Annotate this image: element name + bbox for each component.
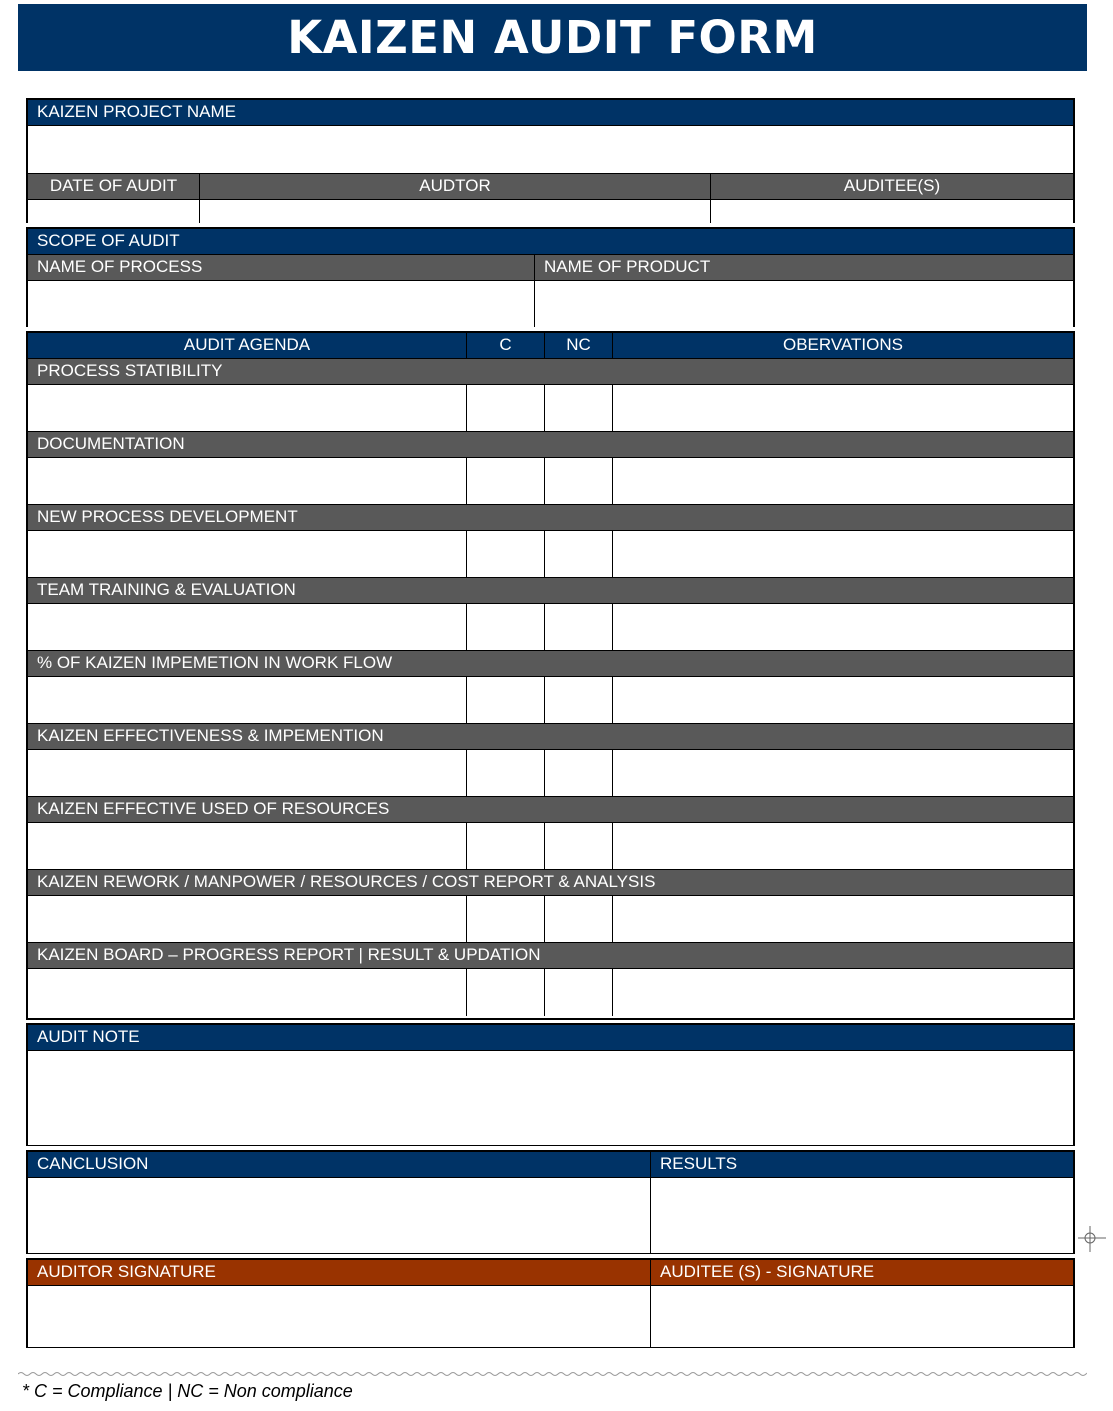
conclusion-header-row: [28, 1152, 1073, 1178]
agenda-items: [28, 359, 1073, 1016]
agenda-item-row: [28, 385, 1073, 432]
date-of-audit-field[interactable]: [28, 200, 200, 223]
agenda-item-header-row: [28, 797, 1073, 823]
observations-field[interactable]: [613, 604, 1073, 650]
non-compliance-field[interactable]: [545, 896, 613, 942]
footnote: * C = Compliance | NC = Non compliance: [22, 1381, 353, 1401]
agenda-item-header-row: [28, 578, 1073, 604]
observations-field[interactable]: [613, 823, 1073, 869]
observations-field[interactable]: [613, 969, 1073, 1016]
agenda-item-label: DOCUMENTATION: [28, 432, 1073, 457]
auditor-signature-field[interactable]: [28, 1286, 651, 1347]
scope-input-row: [28, 281, 1073, 327]
conclusion-section: [26, 1150, 1075, 1254]
auditee-label: AUDITEE(S): [711, 174, 1073, 199]
agenda-item-header-row: [28, 651, 1073, 677]
auditee-signature-field[interactable]: [651, 1286, 1073, 1347]
non-compliance-field[interactable]: [545, 750, 613, 796]
non-compliance-field[interactable]: [545, 823, 613, 869]
wavy-divider: [18, 1371, 1087, 1377]
non-compliance-field[interactable]: [545, 385, 613, 431]
agenda-item-header-row: [28, 505, 1073, 531]
agenda-item-detail-field[interactable]: [28, 604, 467, 650]
agenda-item-row: [28, 458, 1073, 505]
audit-note-field[interactable]: [28, 1051, 1073, 1145]
scope-section: [26, 227, 1075, 327]
compliance-field[interactable]: [467, 604, 545, 650]
compliance-field[interactable]: [467, 750, 545, 796]
agenda-item-header-row: [28, 870, 1073, 896]
agenda-item-detail-field[interactable]: [28, 823, 467, 869]
observations-field[interactable]: [613, 896, 1073, 942]
auditee-field[interactable]: [711, 200, 1073, 223]
observations-field[interactable]: [613, 458, 1073, 504]
agenda-item-detail-field[interactable]: [28, 385, 467, 431]
scope-of-audit-label: SCOPE OF AUDIT: [28, 229, 1073, 254]
agenda-header-row: [28, 333, 1073, 359]
agenda-item-label: KAIZEN REWORK / MANPOWER / RESOURCES / COST REPORT & ANALYSIS: [28, 870, 1073, 895]
agenda-item-detail-field[interactable]: [28, 969, 467, 1016]
agenda-item-row: [28, 677, 1073, 724]
crosshair-icon: [1078, 1224, 1106, 1252]
non-compliance-field[interactable]: [545, 677, 613, 723]
project-info-section: [26, 98, 1075, 223]
date-of-audit-label: DATE OF AUDIT: [28, 174, 200, 199]
compliance-field[interactable]: [467, 823, 545, 869]
auditor-label: AUDTOR: [200, 174, 711, 199]
compliance-field[interactable]: [467, 385, 545, 431]
conclusion-label: CANCLUSION: [28, 1152, 651, 1177]
name-of-product-field[interactable]: [535, 281, 1073, 327]
agenda-item-header-row: [28, 359, 1073, 385]
agenda-item-row: [28, 969, 1073, 1016]
project-name-field[interactable]: [28, 126, 1073, 173]
agenda-item-label: PROCESS STATIBILITY: [28, 359, 1073, 384]
agenda-item-row: [28, 531, 1073, 578]
auditee-signature-label: AUDITEE (S) - SIGNATURE: [651, 1260, 1073, 1285]
agenda-item-label: KAIZEN EFFECTIVE USED OF RESOURCES: [28, 797, 1073, 822]
compliance-field[interactable]: [467, 531, 545, 577]
project-name-row: [28, 126, 1073, 174]
signature-input-row: [28, 1286, 1073, 1347]
name-of-process-field[interactable]: [28, 281, 535, 327]
agenda-item-row: [28, 896, 1073, 943]
agenda-item-row: [28, 604, 1073, 651]
compliance-header: C: [467, 333, 545, 358]
scope-subheader-row: [28, 255, 1073, 281]
agenda-item-label: TEAM TRAINING & EVALUATION: [28, 578, 1073, 603]
agenda-item-row: [28, 823, 1073, 870]
observations-field[interactable]: [613, 750, 1073, 796]
observations-field[interactable]: [613, 677, 1073, 723]
auditor-field[interactable]: [200, 200, 711, 223]
agenda-item-label: NEW PROCESS DEVELOPMENT: [28, 505, 1073, 530]
audit-note-row: [28, 1051, 1073, 1145]
agenda-item-label: KAIZEN EFFECTIVENESS & IMPEMENTION: [28, 724, 1073, 749]
non-compliance-field[interactable]: [545, 969, 613, 1016]
audit-note-header-row: [28, 1025, 1073, 1051]
audit-note-label: AUDIT NOTE: [28, 1025, 1073, 1050]
agenda-item-detail-field[interactable]: [28, 750, 467, 796]
project-name-header-row: [28, 100, 1073, 126]
audit-meta-header-row: [28, 174, 1073, 200]
audit-meta-row: [28, 200, 1073, 223]
project-name-label: KAIZEN PROJECT NAME: [28, 100, 1073, 125]
results-field[interactable]: [651, 1178, 1073, 1253]
results-label: RESULTS: [651, 1152, 1073, 1177]
signature-section: [26, 1258, 1075, 1348]
agenda-item-detail-field[interactable]: [28, 531, 467, 577]
agenda-item-label: KAIZEN BOARD – PROGRESS REPORT | RESULT & UPDATION: [28, 943, 1073, 968]
form-title: KAIZEN AUDIT FORM: [18, 4, 1087, 71]
agenda-item-header-row: [28, 943, 1073, 969]
audit-agenda-header: AUDIT AGENDA: [28, 333, 467, 358]
agenda-item-detail-field[interactable]: [28, 677, 467, 723]
non-compliance-field[interactable]: [545, 604, 613, 650]
name-of-process-label: NAME OF PROCESS: [28, 255, 535, 280]
non-compliance-header: NC: [545, 333, 613, 358]
scope-header-row: [28, 229, 1073, 255]
observations-header: OBERVATIONS: [613, 333, 1073, 358]
non-compliance-field[interactable]: [545, 531, 613, 577]
compliance-field[interactable]: [467, 458, 545, 504]
auditor-signature-label: AUDITOR SIGNATURE: [28, 1260, 651, 1285]
observations-field[interactable]: [613, 385, 1073, 431]
compliance-field[interactable]: [467, 969, 545, 1016]
name-of-product-label: NAME OF PRODUCT: [535, 255, 1073, 280]
agenda-item-header-row: [28, 432, 1073, 458]
compliance-field[interactable]: [467, 677, 545, 723]
audit-note-section: [26, 1023, 1075, 1146]
agenda-item-label: % OF KAIZEN IMPEMETION IN WORK FLOW: [28, 651, 1073, 676]
non-compliance-field[interactable]: [545, 458, 613, 504]
agenda-item-detail-field[interactable]: [28, 458, 467, 504]
conclusion-input-row: [28, 1178, 1073, 1253]
agenda-item-detail-field[interactable]: [28, 896, 467, 942]
audit-agenda-section: [26, 331, 1075, 1020]
observations-field[interactable]: [613, 531, 1073, 577]
conclusion-field[interactable]: [28, 1178, 651, 1253]
signature-header-row: [28, 1260, 1073, 1286]
agenda-item-header-row: [28, 724, 1073, 750]
compliance-field[interactable]: [467, 896, 545, 942]
agenda-item-row: [28, 750, 1073, 797]
